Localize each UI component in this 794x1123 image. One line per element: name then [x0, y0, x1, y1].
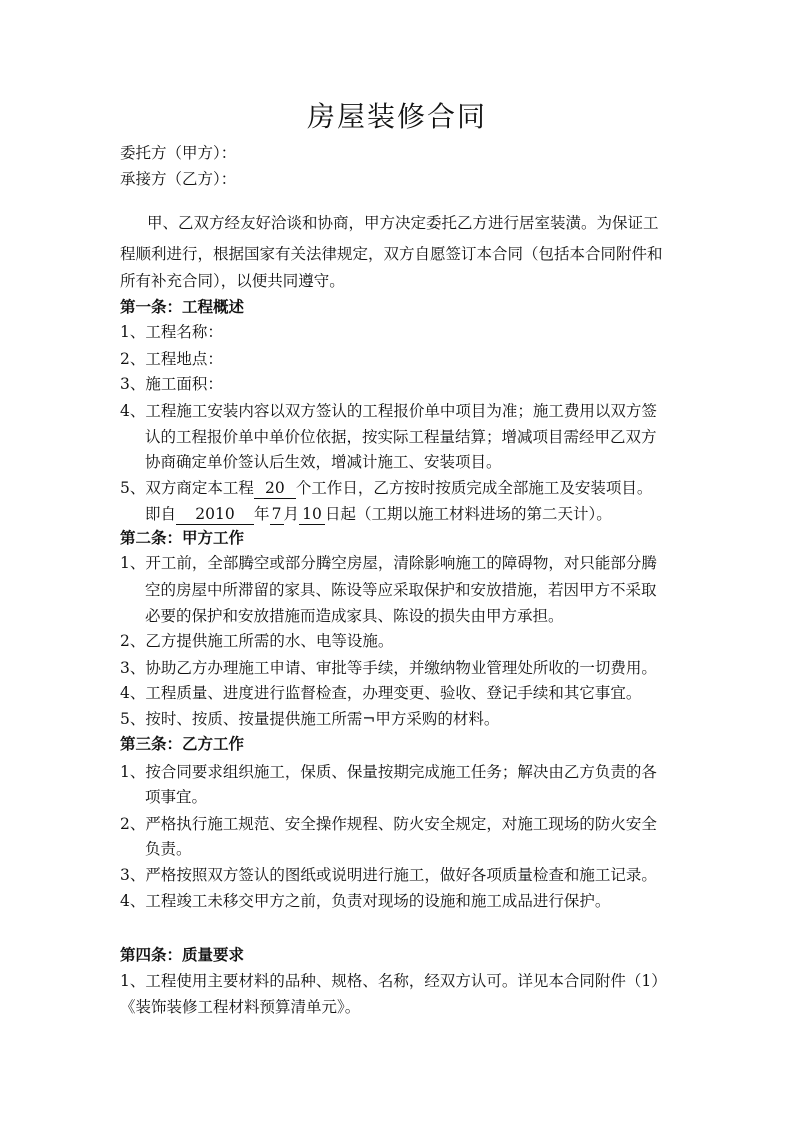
article-3-item-2-line-1: 2、严格执行施工规范、安全操作规程、防火安全规定，对施工现场的防火安全	[120, 815, 657, 833]
article-3-item-1-line-2: 项事宜。	[145, 788, 208, 806]
article-1-item-3: 3、施工面积：	[120, 375, 223, 393]
work-days-field: 20	[254, 478, 296, 499]
article-3-item-4: 4、工程竣工未移交甲方之前，负责对现场的设施和施工成品进行保护。	[120, 892, 611, 910]
article-3-item-2-line-2: 负责。	[145, 840, 192, 858]
article-1-item-1: 1、工程名称：	[120, 323, 223, 341]
article-4-item-1-line-2: 《装饰装修工程材料预算清单元》。	[120, 998, 361, 1016]
article-2-heading: 第二条：甲方工作	[120, 528, 245, 547]
article-2-item-2: 2、乙方提供施工所需的水、电等设施。	[120, 632, 394, 650]
party-b-label: 承接方（乙方）：	[120, 170, 237, 188]
document-title: 房屋装修合同	[306, 100, 487, 133]
article-1-item-4-line-2: 认的工程报价单中单价位依据，按实际工程量结算；增减项目需经甲乙双方	[145, 428, 657, 446]
intro-line-2: 程顺利进行，根据国家有关法律规定，双方自愿签订本合同（包括本合同附件和	[120, 245, 663, 263]
party-a-label: 委托方（甲方）：	[120, 144, 237, 162]
article-2-item-3: 3、协助乙方办理施工申请、审批等手续，并缴纳物业管理处所收的一切费用。	[120, 659, 657, 677]
article-2-item-1-line-3: 必要的保护和安放措施而造成家具、陈设的损失由甲方承担。	[145, 607, 564, 625]
intro-line-1: 甲、乙双方经友好洽谈和协商，甲方决定委托乙方进行居室装潢。为保证工	[147, 214, 659, 232]
start-day-field: 10	[299, 504, 325, 525]
item-5-mid: 个工作日，乙方按时按质完成全部施工及安装项目。	[295, 479, 653, 497]
item-5-prefix: 5、双方商定本工程	[120, 479, 254, 497]
month-unit: 月	[283, 505, 300, 523]
start-month-field: 7	[270, 504, 284, 525]
article-3-item-1-line-1: 1、按合同要求组织施工，保质、保量按期完成施工任务；解决由乙方负责的各	[120, 763, 657, 781]
article-2-item-1-line-2: 空的房屋中所滞留的家具、陈设等应采取保护和安放措施，若因甲方不采取	[145, 581, 657, 599]
article-1-item-4-line-3: 协商确定单价签认后生效，增减计施工、安装项目。	[145, 453, 502, 471]
article-1-item-2: 2、工程地点：	[120, 350, 223, 368]
article-1-item-5-line-1	[120, 475, 652, 501]
article-2-item-5: 5、按时、按质、按量提供施工所需¬甲方采购的材料。	[120, 710, 500, 728]
intro-line-3: 所有补充合同），以便共同遵守。	[120, 272, 345, 290]
article-4-heading: 第四条：质量要求	[120, 945, 245, 964]
year-unit: 年	[254, 505, 270, 523]
start-year-field: 2010	[176, 504, 254, 525]
article-4-item-1-line-1: 1、工程使用主要材料的品种、规格、名称，经双方认可。详见本合同附件（1）	[120, 972, 667, 990]
article-1-item-5-line-2	[145, 501, 612, 527]
start-suffix: 日起（工期以施工材料进场的第二天计）。	[325, 505, 612, 523]
article-1-item-4-line-1: 4、工程施工安装内容以双方签认的工程报价单中项目为准；施工费用以双方签	[120, 402, 657, 420]
article-2-item-1-line-1: 1、开工前，全部腾空或部分腾空房屋，清除影响施工的障碍物，对只能部分腾	[120, 554, 657, 572]
article-3-item-3: 3、严格按照双方签认的图纸或说明进行施工，做好各项质量检查和施工记录。	[120, 866, 657, 884]
article-2-item-4: 4、工程质量、进度进行监督检查，办理变更、验收、登记手续和其它事宜。	[120, 684, 642, 702]
article-3-heading: 第三条：乙方工作	[120, 734, 245, 753]
article-1-heading: 第一条：工程概述	[120, 297, 245, 316]
start-prefix: 即自	[145, 505, 177, 523]
